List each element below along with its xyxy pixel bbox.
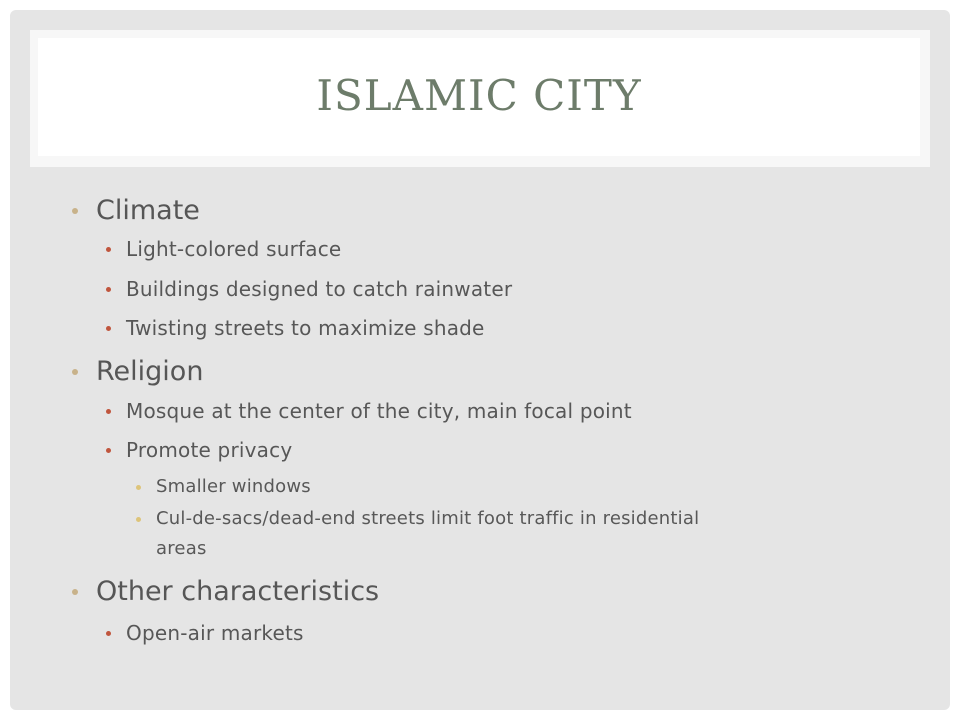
bullet-icon	[106, 326, 111, 331]
bullet-text: Climate	[96, 195, 200, 226]
bullet-icon	[72, 369, 78, 375]
bullet-icon	[106, 247, 111, 252]
bullet-text: Light-colored surface	[126, 237, 342, 261]
bullet-text: Religion	[96, 356, 204, 387]
bullet-icon	[106, 448, 111, 453]
slide-title: ISLAMIC CITY	[316, 70, 642, 120]
bullet-icon	[106, 631, 111, 636]
bullet-text: Buildings designed to catch rainwater	[126, 277, 513, 301]
bullet-icon	[106, 287, 111, 292]
bullet-text: areas	[156, 538, 207, 559]
bullet-text: Cul-de-sacs/dead-end streets limit foot traffic in residential	[156, 508, 700, 529]
bullet-text: Other characteristics	[96, 576, 380, 607]
bullet-text: Promote privacy	[126, 438, 293, 462]
bullet-icon	[136, 485, 141, 490]
bullet-text: Open-air markets	[126, 621, 304, 645]
bullet-text: Mosque at the center of the city, main focal point	[126, 399, 632, 423]
bullet-icon	[136, 517, 141, 522]
bullet-icon	[72, 589, 78, 595]
bullet-text: Twisting streets to maximize shade	[126, 316, 485, 340]
bullet-icon	[106, 409, 111, 414]
bullet-icon	[72, 208, 78, 214]
bullet-text: Smaller windows	[156, 476, 311, 497]
